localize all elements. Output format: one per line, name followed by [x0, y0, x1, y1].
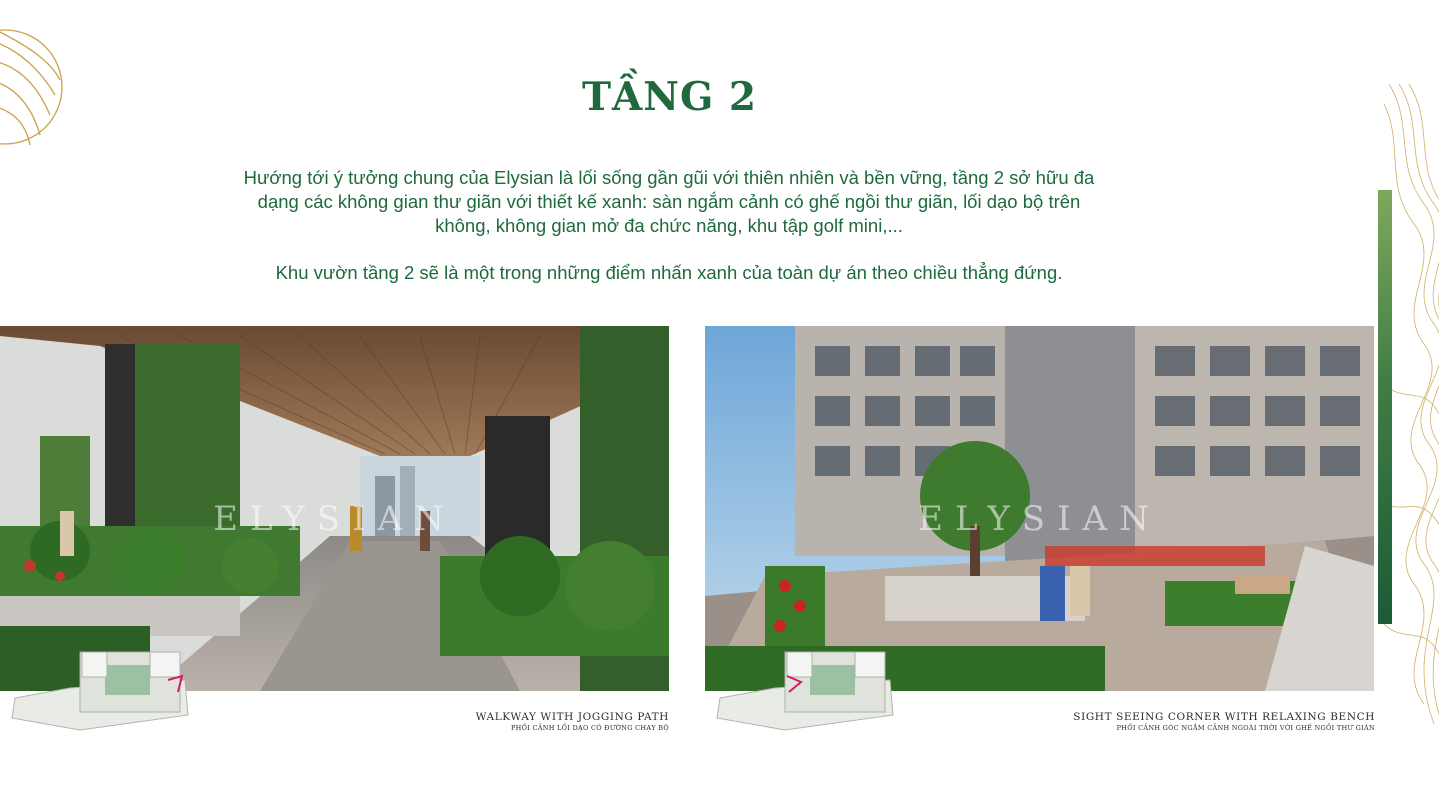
topographic-pattern	[1384, 84, 1439, 724]
caption-subtitle: PHỐI CẢNH GÓC NGẮM CẢNH NGOÀI TRỜI VỚI GHẾ NGỒI THƯ GIÃN	[1116, 724, 1375, 732]
walkway-rendering	[0, 326, 669, 691]
caption-title: WALKWAY WITH JOGGING PATH	[475, 711, 669, 723]
caption-walkway	[369, 711, 669, 732]
caption-sightseeing	[975, 711, 1375, 732]
intro-paragraph: Hướng tới ý tưởng chung của Elysian là lối sống gần gũi với thiên nhiên và bền vững, tầng 2 sở hữu đa dạng các không gian thư giãn với thiết kế xanh: sàn ngắm cảnh có ghế ngồi thư giãn, lối dạo bộ trên không, không gian mở đa chức năng, khu tập golf mini,...	[243, 167, 1095, 236]
caption-title: SIGHT SEEING CORNER WITH RELAXING BENCH	[1073, 711, 1375, 723]
side-accent-bar	[1378, 190, 1392, 624]
site-plan-minimap-right	[715, 640, 895, 732]
intro-paragraph-2: Khu vườn tầng 2 sẽ là một trong những điểm nhấn xanh của toàn dự án theo chiều thẳng đứng.	[275, 262, 1063, 283]
caption-subtitle: PHỐI CẢNH LỐI DẠO CÓ ĐƯỜNG CHẠY BỘ	[510, 724, 669, 732]
sightseeing-corner-rendering	[705, 326, 1374, 691]
elysian-watermark: ELYSIAN	[918, 499, 1161, 539]
site-plan-minimap-left	[10, 640, 190, 732]
elysian-watermark: ELYSIAN	[213, 499, 456, 539]
page-title: TẦNG 2	[582, 74, 757, 120]
